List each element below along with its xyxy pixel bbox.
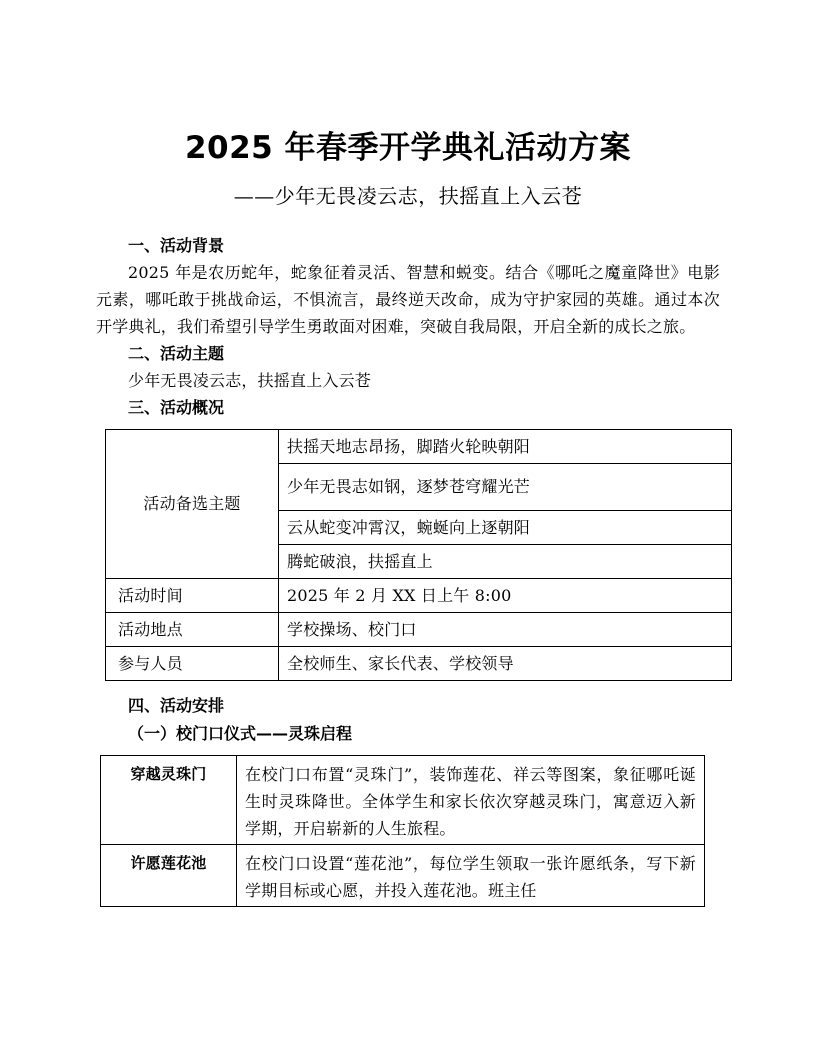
gate-ceremony-table — [100, 755, 705, 907]
alternate-theme-value: 云从蛇变冲霄汉，蜿蜒向上逐朝阳 — [279, 511, 732, 545]
info-value: 学校操场、校门口 — [279, 613, 732, 647]
info-label: 活动时间 — [106, 579, 279, 613]
alternate-theme-value: 少年无畏志如钢，逐梦苍穹耀光芒 — [279, 464, 732, 511]
section-overview — [96, 394, 720, 681]
table-row — [106, 647, 732, 681]
info-label: 参与人员 — [106, 647, 279, 681]
info-value: 全校师生、家长代表、学校领导 — [279, 647, 732, 681]
subheading-gate-ceremony: （一）校门口仪式——灵珠启程 — [128, 724, 353, 743]
heading-theme: 二、活动主题 — [128, 344, 225, 363]
activity-name: 穿越灵珠门 — [101, 756, 237, 845]
activity-name: 许愿莲花池 — [101, 845, 237, 907]
table-row — [106, 613, 732, 647]
table-row — [106, 579, 732, 613]
page-title: 2025 年春季开学典礼活动方案 — [184, 130, 632, 166]
heading-overview: 三、活动概况 — [128, 398, 225, 417]
table-row — [106, 430, 732, 464]
heading-arrangement: 四、活动安排 — [128, 696, 225, 715]
activity-description: 在校门口设置“莲花池”，每位学生领取一张许愿纸条，写下新学期目标或心愿，并投入莲花池。班主任 — [237, 845, 705, 907]
alternate-theme-value: 腾蛇破浪，扶摇直上 — [279, 545, 732, 579]
section-background — [96, 232, 720, 340]
info-value: 2025 年 2 月 XX 日上午 8:00 — [279, 579, 732, 613]
heading-background: 一、活动背景 — [128, 236, 225, 255]
alternate-themes-label: 活动备选主题 — [106, 430, 279, 579]
theme-text: 少年无畏凌云志，扶摇直上入云苍 — [128, 371, 372, 390]
overview-table — [105, 429, 732, 681]
section-arrangement — [96, 692, 720, 907]
activity-description: 在校门口布置“灵珠门”，装饰莲花、祥云等图案，象征哪吒诞生时灵珠降世。全体学生和家长依次穿越灵珠门，寓意迈入新学期，开启崭新的人生旅程。 — [237, 756, 705, 845]
paragraph-background: 2025 年是农历蛇年，蛇象征着灵活、智慧和蜕变。结合《哪吒之魔童降世》电影元素，哪吒敢于挑战命运，不惧流言，最终逆天改命，成为守护家园的英雄。通过本次开学典礼，我们希望引导学生勇敢面对困难，突破自我局限，开启全新的成长之旅。 — [96, 263, 720, 336]
page-subtitle: ——少年无畏凌云志，扶摇直上入云苍 — [233, 184, 583, 208]
table-row — [101, 756, 705, 845]
table-row — [101, 845, 705, 907]
alternate-theme-value: 扶摇天地志昂扬，脚踏火轮映朝阳 — [279, 430, 732, 464]
info-label: 活动地点 — [106, 613, 279, 647]
section-theme — [96, 340, 720, 394]
